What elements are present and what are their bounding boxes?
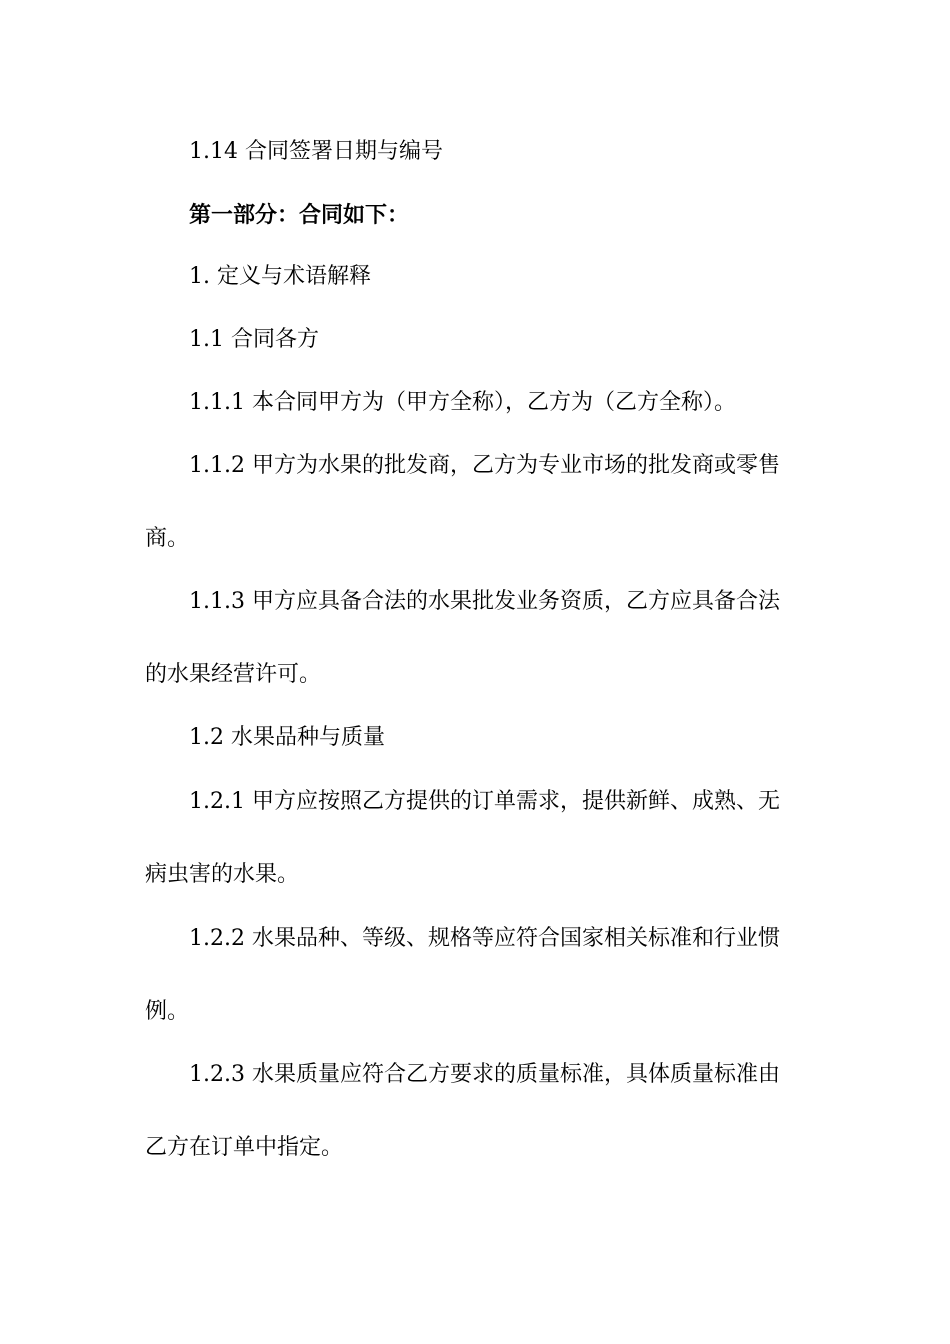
paragraph-1-2-3-line-1: 1.2.3 水果质量应符合乙方要求的质量标准，具体质量标准由 xyxy=(189,1062,780,1087)
paragraph-1-1-2-line-2: 商。 xyxy=(145,526,190,551)
paragraph-1-2-1-line-2: 病虫害的水果。 xyxy=(145,862,300,887)
section-1-2-title: 1.2 水果品种与质量 xyxy=(189,725,385,750)
heading-1-14: 1.14 合同签署日期与编号 xyxy=(189,139,443,164)
paragraph-1-2-3-line-2: 乙方在订单中指定。 xyxy=(145,1135,344,1160)
paragraph-1-1-1: 1.1.1 本合同甲方为（甲方全称），乙方为（乙方全称）。 xyxy=(189,390,736,415)
paragraph-1-2-2-line-2: 例。 xyxy=(145,999,190,1024)
section-1-title: 1. 定义与术语解释 xyxy=(189,264,371,289)
part-title: 第一部分：合同如下： xyxy=(189,202,410,228)
paragraph-1-1-3-line-1: 1.1.3 甲方应具备合法的水果批发业务资质，乙方应具备合法 xyxy=(189,589,780,614)
paragraph-1-2-2-line-1: 1.2.2 水果品种、等级、规格等应符合国家相关标准和行业惯 xyxy=(189,926,780,951)
paragraph-1-1-2-line-1: 1.1.2 甲方为水果的批发商，乙方为专业市场的批发商或零售 xyxy=(189,453,780,478)
section-1-1-title: 1.1 合同各方 xyxy=(189,327,319,352)
paragraph-1-2-1-line-1: 1.2.1 甲方应按照乙方提供的订单需求，提供新鲜、成熟、无 xyxy=(189,789,780,814)
paragraph-1-1-3-line-2: 的水果经营许可。 xyxy=(145,662,322,687)
